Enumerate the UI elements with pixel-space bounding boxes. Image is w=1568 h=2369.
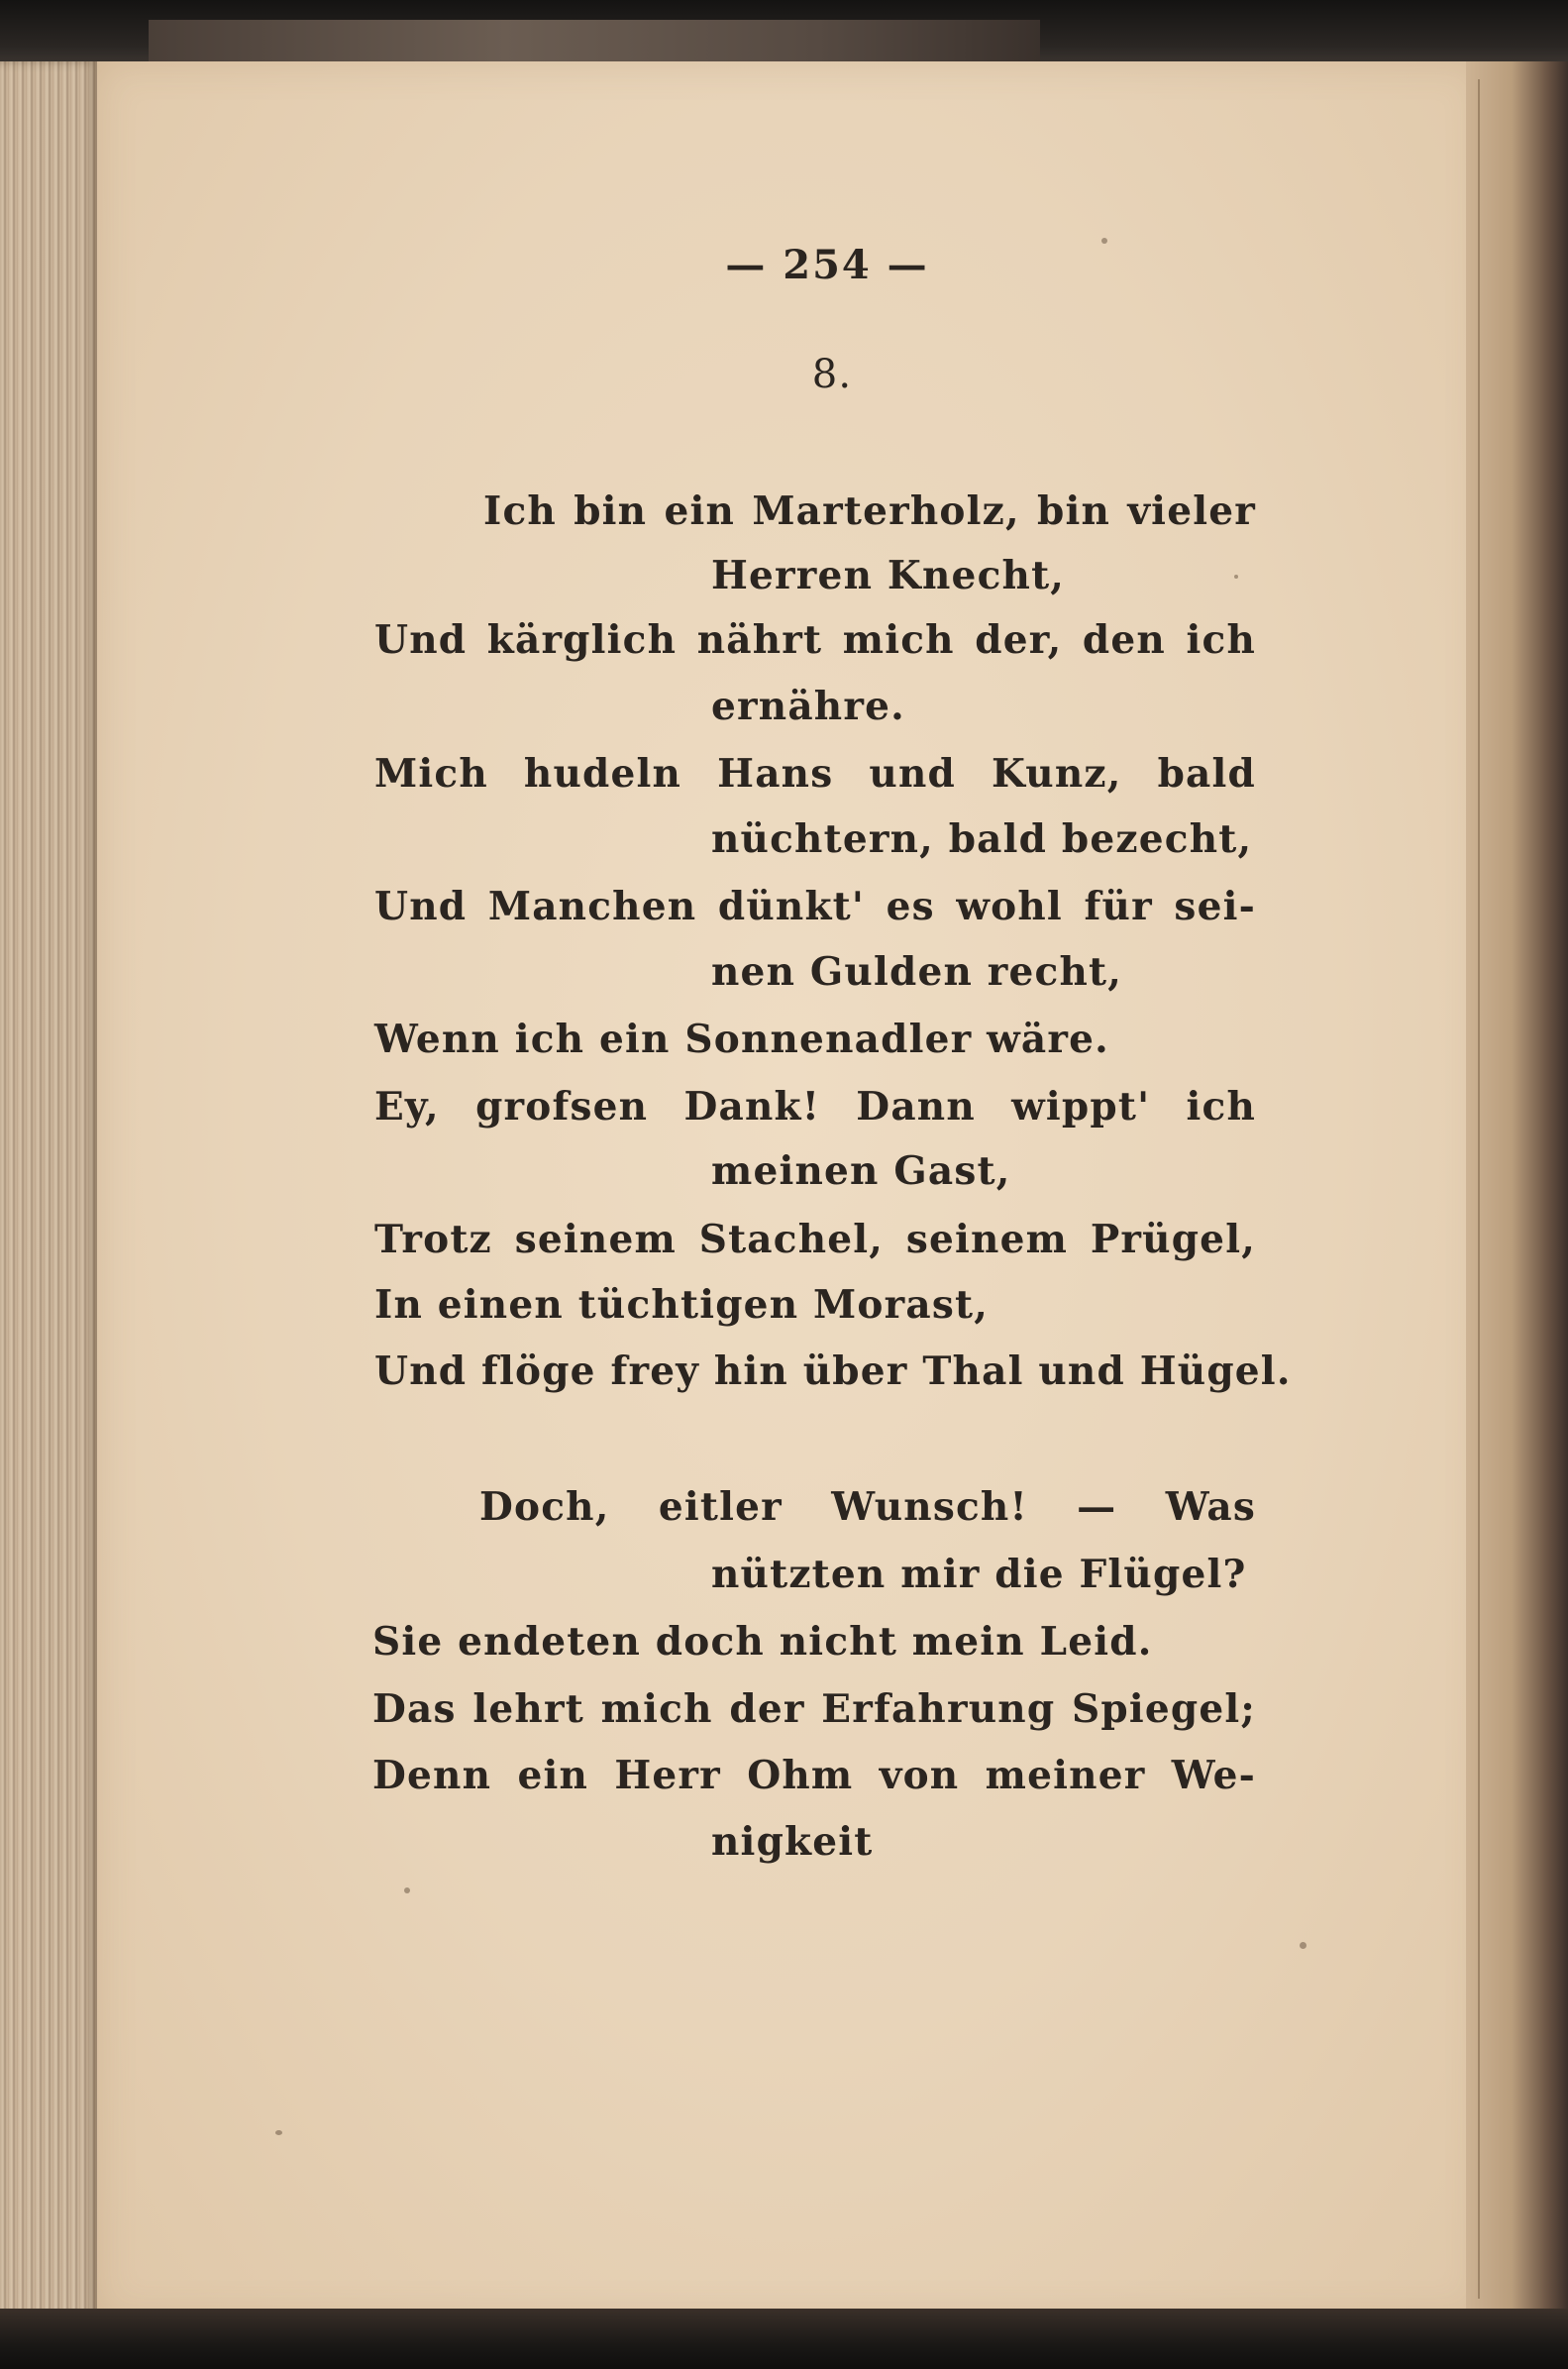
poem-line: nigkeit [711, 1819, 874, 1865]
poem-line: Und kärglich nährt mich der, den ich [374, 617, 1256, 663]
poem-line: Trotz seinem Stachel, seinem Prügel, [374, 1217, 1256, 1262]
poem-number: 8. [811, 352, 853, 397]
paper-speck [1300, 1942, 1307, 1949]
poem-line: nüchtern, bald bezecht, [711, 816, 1253, 862]
paper-speck [1234, 575, 1238, 579]
paper-speck [404, 1887, 410, 1893]
gutter-fold-line [1478, 79, 1480, 2299]
poem-line: Sie endeten doch nicht mein Leid. [372, 1619, 1153, 1665]
page-number: — 254 — [725, 242, 929, 288]
poem-line: Mich hudeln Hans und Kunz, bald [374, 751, 1256, 797]
poem-line: nen Gulden recht, [711, 949, 1123, 995]
paper-speck [1101, 238, 1107, 244]
poem-line: Doch, eitler Wunsch! — Was [479, 1484, 1256, 1530]
poem-line: nützten mir die Flügel? [711, 1552, 1247, 1597]
book-gutter [1466, 61, 1568, 2318]
page-edges [0, 61, 97, 2318]
poem-line: In einen tüchtigen Morast, [374, 1282, 989, 1328]
poem-line: Ich bin ein Marterholz, bin vieler [483, 488, 1256, 534]
poem-line: Und Manchen dünkt' es wohl für sei- [374, 884, 1256, 929]
poem-line: meinen Gast, [711, 1148, 1011, 1194]
paper-speck [275, 2130, 282, 2135]
cover-board-edge [149, 20, 1040, 65]
poem-line: ernähre. [711, 684, 905, 729]
poem-line: Und flöge frey hin über Thal und Hügel. [374, 1348, 1292, 1394]
poem-line: Ey, grofsen Dank! Dann wippt' ich [374, 1084, 1256, 1130]
bottom-binding-band [0, 2309, 1568, 2369]
poem-line: Wenn ich ein Sonnenadler wäre. [374, 1017, 1109, 1062]
poem-line: Denn ein Herr Ohm von meiner We- [372, 1753, 1256, 1798]
poem-line: Das lehrt mich der Erfahrung Spiegel; [372, 1686, 1256, 1732]
poem-line: Herren Knecht, [711, 553, 1066, 598]
